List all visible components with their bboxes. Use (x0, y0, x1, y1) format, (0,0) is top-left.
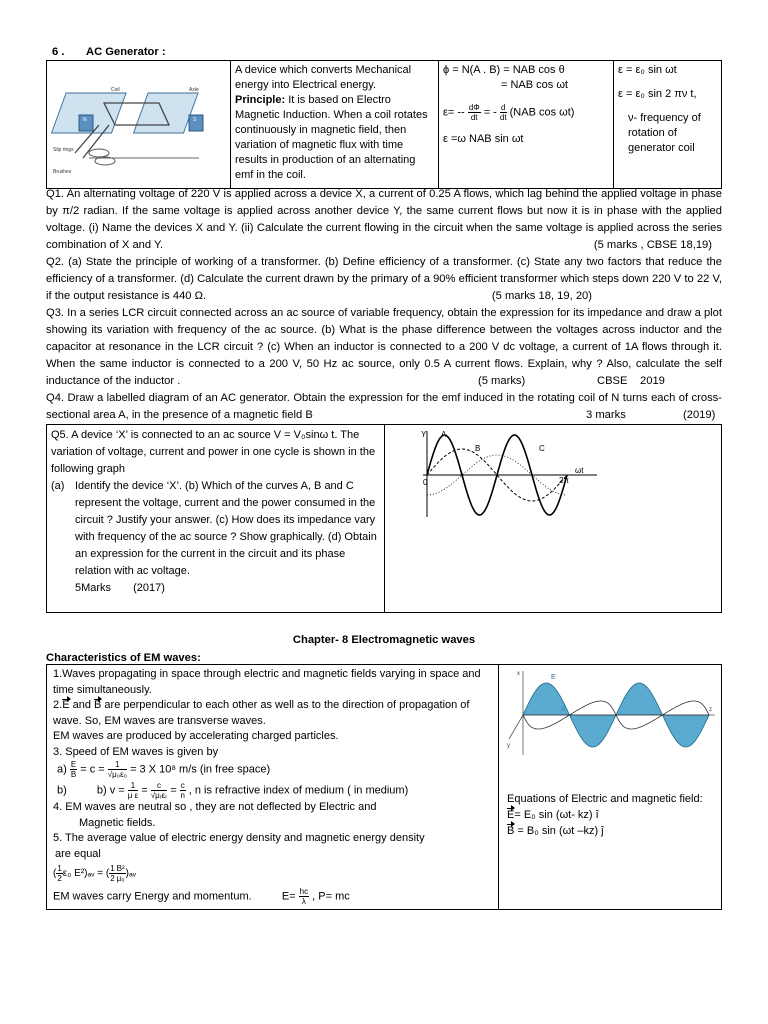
em-characteristics-box (46, 664, 722, 910)
em-vector-b: B (94, 698, 101, 714)
q5-graph-a: A (441, 430, 447, 439)
emf-final: ε =ω NAB sin ωt (443, 133, 524, 145)
em-point-2-pre: 2. (53, 699, 63, 711)
em-point-2-and: and (72, 699, 91, 711)
em-equation-b-text: = B₀ sin (ωt –kz) ĵ (517, 825, 604, 837)
diagram-label-coil: Coil (111, 87, 120, 93)
em-point-8-p: , P= mc (312, 890, 350, 903)
principle-text: It is based on Electro Magnetic Induction. When a coil rotates continuously in magnetic field, then variation of magnetic flux with time results in production of an alternating emf in the coil. (235, 94, 428, 181)
em-vector-e: E (62, 698, 69, 714)
em-point-7b: are equal (55, 847, 101, 860)
em-text-cell (47, 665, 499, 909)
q5-graph-2pi: 2π (559, 476, 569, 485)
generator-definition: A device which converts Mechanical energy into Electrical energy. (235, 64, 412, 91)
em-speed-a-val: = 3 X 10⁸ m/s (in free space) (130, 763, 271, 776)
em-speed-a: a) $\frac{E}{B}$ = c = $\frac{1}{\text{√μ₀ε₀}}$ = 3 X 10⁸ m/s (in free space) (57, 760, 271, 779)
em-equations-title: Equations of Electric and magnetic field: (507, 793, 703, 805)
question-1-marks: (5 marks , CBSE 18,19) (593, 239, 712, 251)
chapter-title: Chapter- 8 Electromagnetic waves (292, 634, 476, 646)
section-number: 6 . (52, 46, 65, 58)
question-1-text: Q1. An alternating voltage of 220 V is applied across a device X, a current of 0.25 A flows, which lag behind the applied voltage in phase by π/2 radian. If the same voltage is applied across another device Y, the same current flows but now it is in phase with the applied voltage. (i) Name the devices X and Y. (ii) Calculate the current flowing in the circuit when the same voltage is applied across the series combination of X and Y. (46, 188, 722, 251)
em-graph-e: E (551, 674, 556, 681)
question-3-text: Q3. In a series LCR circuit connected across an ac source of variable frequency, obtain the expression for its impedance and draw a plot showing its variation with frequency of the ac source. (b) What is the phase difference between the voltages across inductor and the capacitor at resonance in the LCR circuit ? (c) When an inductor is connected to a 200 V dc voltage, a current of 1A flows through it. When the same inductor is connected to a 200 V, 50 Hz ac source, only 0.5 A current flows. Explain, why ? Also, calculate the self inductance of the inductor . (46, 307, 722, 387)
emf-mid: = - (483, 106, 497, 119)
emf-3: ν- frequency of rotation of generator coil (628, 112, 701, 154)
emf-dt: dt (470, 113, 478, 122)
em-graph-x: x (517, 671, 520, 677)
q5-graph-c: C (539, 444, 545, 453)
q5-graph-zero: 0 (423, 478, 428, 487)
q5-graph-wt: ωt (575, 466, 584, 475)
em-point-8-e: E= (281, 890, 296, 903)
question-5-marks: 5Marks (75, 582, 112, 594)
q5-graph-b: B (475, 444, 481, 453)
principle-label: Principle: (235, 94, 286, 106)
diagram-label-slip: Slip rings (53, 147, 74, 153)
question-4-marks: 3 marks (586, 409, 626, 421)
flux-equation: ϕ = N(A . B) = NAB cos θ (443, 64, 565, 76)
emf-dphi: dΦ (468, 103, 480, 112)
em-equations (507, 791, 719, 839)
ac-generator-table (46, 60, 722, 189)
question-2-text: Q2. (a) State the principle of working of a transformer. (b) Define efficiency of a transformer. (c) State any two factors that reduce the efficiency of a transformer. (d) Calculate the current drawn by the primary of a 90% efficient transformer which steps down 220 V to 22 V, if the output resistance is 440 Ω. (46, 256, 722, 302)
em-equation-b: B = B₀ sin (ωt –kz) ĵ (507, 825, 604, 837)
diagram-label-s: S (193, 117, 197, 123)
em-speed-a-eq: = c = (80, 763, 105, 776)
emf-derivation (443, 103, 609, 122)
question-5-item-label: (a) (51, 480, 65, 492)
question-3 (46, 305, 722, 390)
generator-emf-cell (614, 61, 722, 189)
em-wave-diagram (503, 667, 717, 761)
em-speed-b-label: b) (57, 784, 67, 797)
generator-equation-cell (439, 61, 614, 189)
em-point-1: 1.Waves propagating in space through electric and magnetic fields varying in space and time simultaneously. (53, 668, 481, 696)
em-point-8: EM waves carry Energy and momentum. E= $\frac{hc}{\lambda}$ , P= mc (53, 887, 350, 906)
question-5-box (46, 424, 722, 613)
question-3-marks: (5 marks) (478, 375, 526, 387)
question-1 (46, 186, 722, 254)
em-equation-e-text: = E₀ sin (ωt- kz) î (514, 809, 599, 821)
em-point-6b: Magnetic fields. (79, 816, 156, 829)
em-point-2 (53, 698, 492, 729)
diagram-label-brush: Brushes (53, 169, 72, 175)
question-4-year: (2019) (683, 409, 716, 421)
diagram-label-n: N (83, 117, 87, 123)
question-3-year: 2019 (640, 375, 665, 387)
em-point-2-post: are perpendicular to each other as well as to the direction of propagation of wave. So, EM waves are transverse waves. (53, 699, 470, 727)
q5-graph-y: Y (421, 430, 427, 439)
em-point-8-text: EM waves carry Energy and momentum. (53, 890, 252, 903)
em-equation-e: E= E₀ sin (ωt- kz) î (507, 809, 599, 821)
em-speed-b-eq: b) v = (96, 784, 125, 797)
question-2 (46, 254, 722, 305)
em-point-3: EM waves are produced by accelerating charged particles. (53, 730, 339, 742)
emf-1: ε = ε₀ sin ωt (618, 64, 677, 76)
question-5-text-cell (47, 425, 385, 612)
question-5-item-text: Identify the device ‘X’. (b) Which of the curves A, B and C represent the voltage, current and the power consumed in the circuit ? Justify your answer. (c) How does its impedance vary with frequency of the ac source ? Show graphically. (d) Obtain an expression for the current in the circuit and its phase relation with ac voltage. (75, 480, 377, 577)
q5-graph (387, 425, 627, 525)
em-speed-b: b) b) v = $\frac{1}{\text{μ ε}}$ = $\frac{c}{\text{√μᵣεᵣ}}$ = $\frac{c}{n}$ , n is refractive index of medium ( in medium) (57, 781, 409, 800)
emf-right: (NAB cos ωt) (509, 106, 575, 119)
em-graph-y: y (507, 743, 510, 749)
question-5-year: (2017) (133, 582, 165, 594)
diagram-label-axle: Axle (189, 87, 199, 93)
emf-left: ε= -- (443, 106, 465, 119)
em-speed-b-tail: , n is refractive index of medium ( in medium) (188, 784, 409, 797)
question-2-marks: (5 marks 18, 19, 20) (491, 290, 592, 302)
generator-diagram-cell (47, 61, 231, 189)
em-graph-z: z (709, 707, 712, 713)
em-speed-a-label: a) (57, 763, 67, 776)
question-4 (46, 390, 722, 424)
em-point-4: 3. Speed of EM waves is given by (53, 745, 219, 758)
question-5-intro: Q5. A device ‘X’ is connected to an ac source V = V₀sinω t. The variation of voltage, current and power in one cycle is shown in the following graph (51, 429, 376, 475)
emf-d: d (501, 103, 506, 112)
question-3-board: CBSE (597, 375, 628, 387)
em-energy-density: ( $\frac{1}{2}$ ε₀ E²)ₐᵥ = ( $\frac{1}{2}$ $\frac{\text{B²}}{\text{μ₀}}$ )ₐᵥ (53, 864, 136, 883)
ac-generator-diagram (49, 63, 227, 181)
em-point-7: 5. The average value of electric energy density and magnetic energy density (53, 832, 425, 844)
emf-2: ε = ε₀ sin 2 πν t, (618, 88, 697, 100)
flux-equation-b: = NAB cos ωt (501, 79, 568, 91)
em-point-6: 4. EM waves are neutral so , they are not deflected by Electric and (53, 801, 377, 813)
generator-description-cell (231, 61, 439, 189)
emf-dt-2: dt (499, 113, 507, 122)
chapter-subtitle: Characteristics of EM waves: (46, 652, 201, 664)
section-title: AC Generator : (86, 46, 166, 58)
question-4-text: Q4. Draw a labelled diagram of an AC generator. Obtain the expression for the emf induced in the rotating coil of N turns each of cross-sectional area A, in the presence of a magnetic field B (46, 392, 722, 421)
